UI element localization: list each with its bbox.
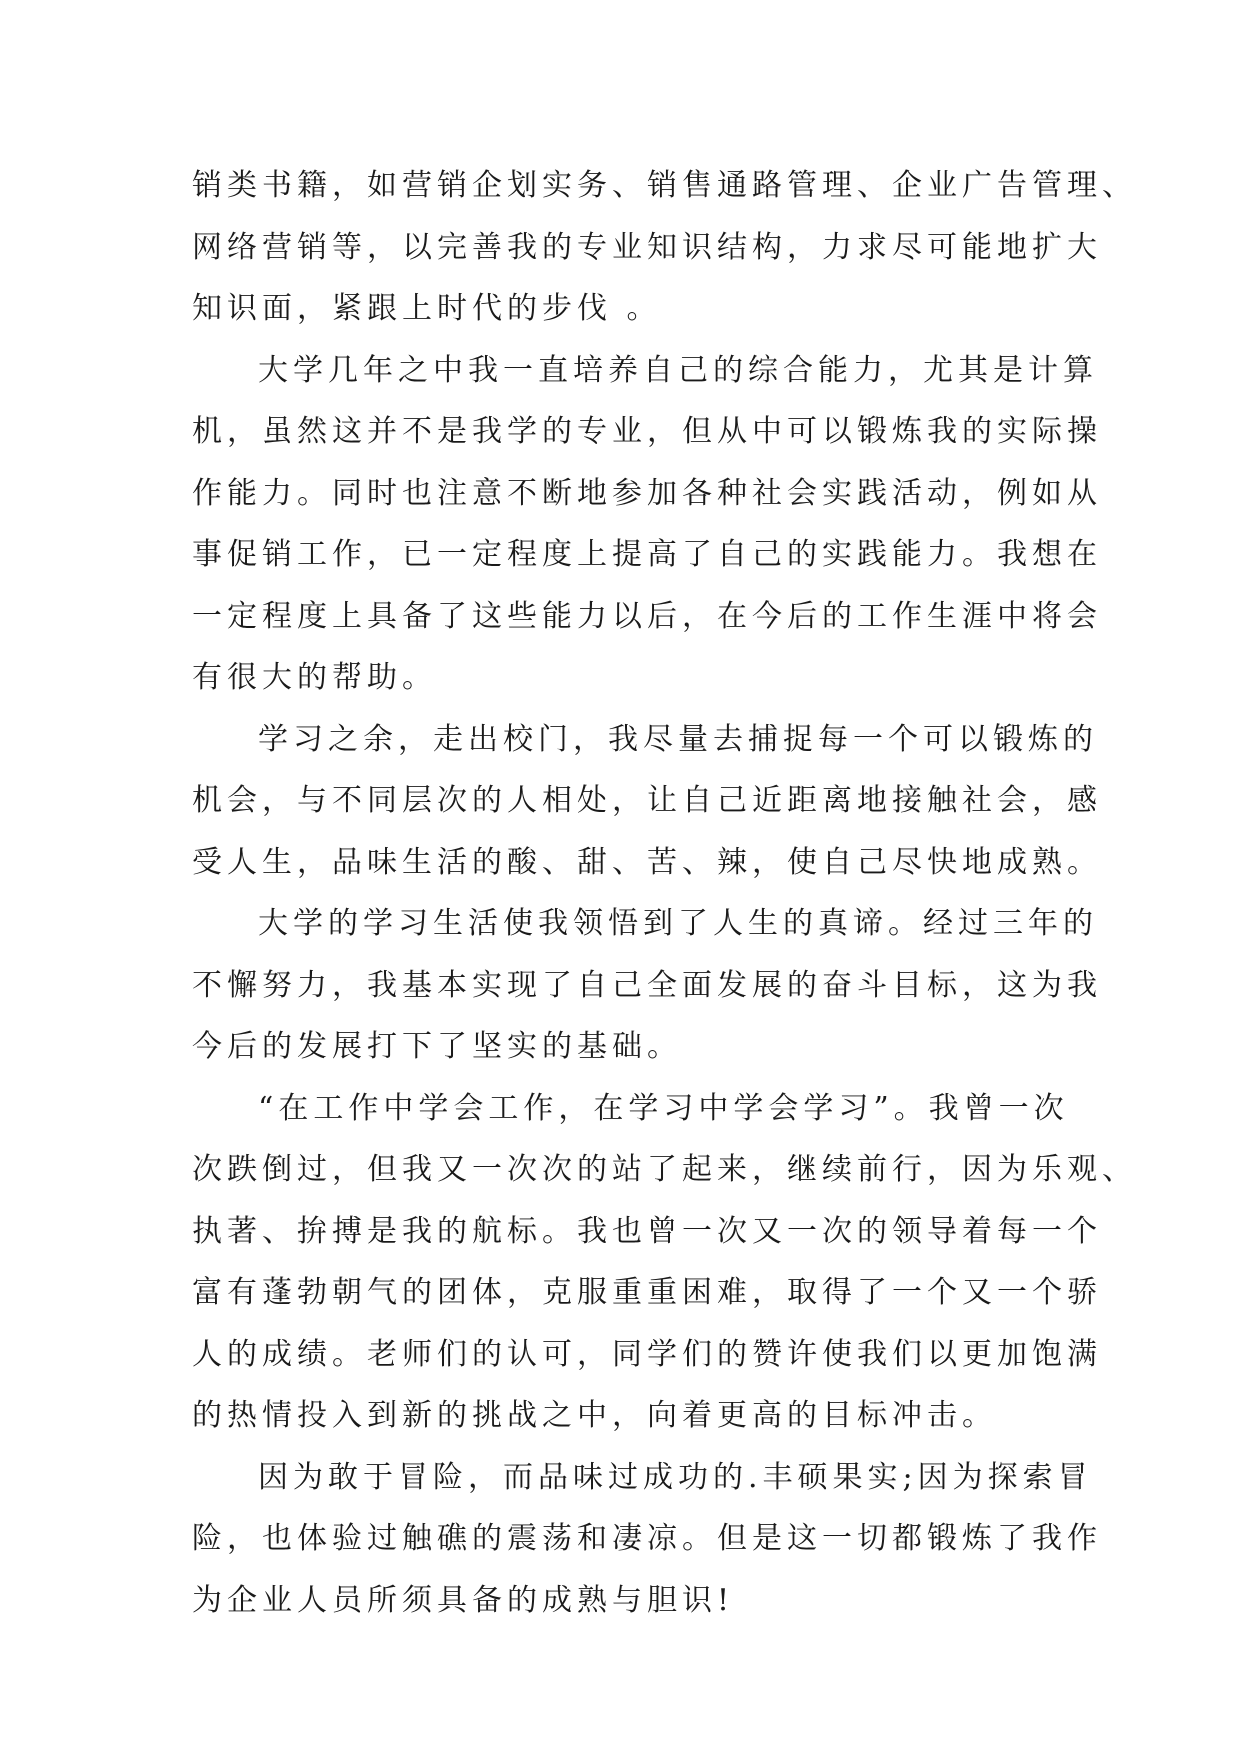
text-line: 作能力。同时也注意不断地参加各种社会实践活动，例如从 — [192, 475, 1102, 511]
paragraph — [192, 1447, 1102, 1632]
text-line: 学习之余，走出校门，我尽量去捕捉每一个可以锻炼的 — [258, 721, 1098, 757]
paragraph — [192, 1078, 1137, 1447]
text-line: 执著、拚搏是我的航标。我也曾一次又一次的领导着每一个 — [192, 1213, 1102, 1249]
text-line: 事促销工作，已一定程度上提高了自己的实践能力。我想在 — [192, 537, 1102, 572]
paragraph — [192, 340, 1102, 709]
text-line: 富有蓬勃朝气的团体，克服重重困难，取得了一个又一个骄 — [192, 1275, 1102, 1310]
text-line: 的热情投入到新的挑战之中，向着更高的目标冲击。 — [192, 1398, 997, 1433]
document-body — [192, 155, 1137, 1631]
text-line: “在工作中学会工作，在学习中学会学习”。我曾一次 — [258, 1090, 1069, 1126]
text-line: 人的成绩。老师们的认可，同学们的赞许使我们以更加饱满 — [192, 1336, 1102, 1372]
text-line: 大学几年之中我一直培养自己的综合能力，尤其是计算 — [258, 352, 1098, 388]
paragraph — [192, 155, 1137, 340]
text-line: 因为敢于冒险，而品味过成功的.丰硕果实;因为探索冒 — [258, 1459, 1093, 1495]
text-line: 险，也体验过触礁的震荡和凄凉。但是这一切都锻炼了我作 — [192, 1521, 1102, 1556]
text-line: 不懈努力，我基本实现了自己全面发展的奋斗目标，这为我 — [192, 967, 1102, 1003]
text-line: 今后的发展打下了坚实的基础。 — [192, 1029, 682, 1064]
text-line: 一定程度上具备了这些能力以后，在今后的工作生涯中将会 — [192, 598, 1102, 634]
paragraph — [192, 893, 1102, 1078]
text-line: 机会，与不同层次的人相处，让自己近距离地接触社会，感 — [192, 783, 1102, 818]
text-line: 网络营销等，以完善我的专业知识结构，力求尽可能地扩大 — [192, 229, 1102, 265]
text-line: 机，虽然这并不是我学的专业，但从中可以锻炼我的实际操 — [192, 414, 1102, 449]
text-line: 为企业人员所须具备的成熟与胆识! — [192, 1582, 735, 1618]
text-line: 次跌倒过，但我又一次次的站了起来，继续前行，因为乐观、 — [192, 1152, 1137, 1187]
text-line: 受人生，品味生活的酸、甜、苦、辣，使自己尽快地成熟。 — [192, 844, 1102, 880]
text-line: 销类书籍，如营销企划实务、销售通路管理、企业广告管理、 — [192, 168, 1137, 203]
text-line: 大学的学习生活使我领悟到了人生的真谛。经过三年的 — [258, 906, 1098, 941]
text-line: 知识面，紧跟上时代的步伐 。 — [192, 291, 662, 326]
paragraph — [192, 709, 1102, 894]
text-line: 有很大的帮助。 — [192, 660, 437, 695]
